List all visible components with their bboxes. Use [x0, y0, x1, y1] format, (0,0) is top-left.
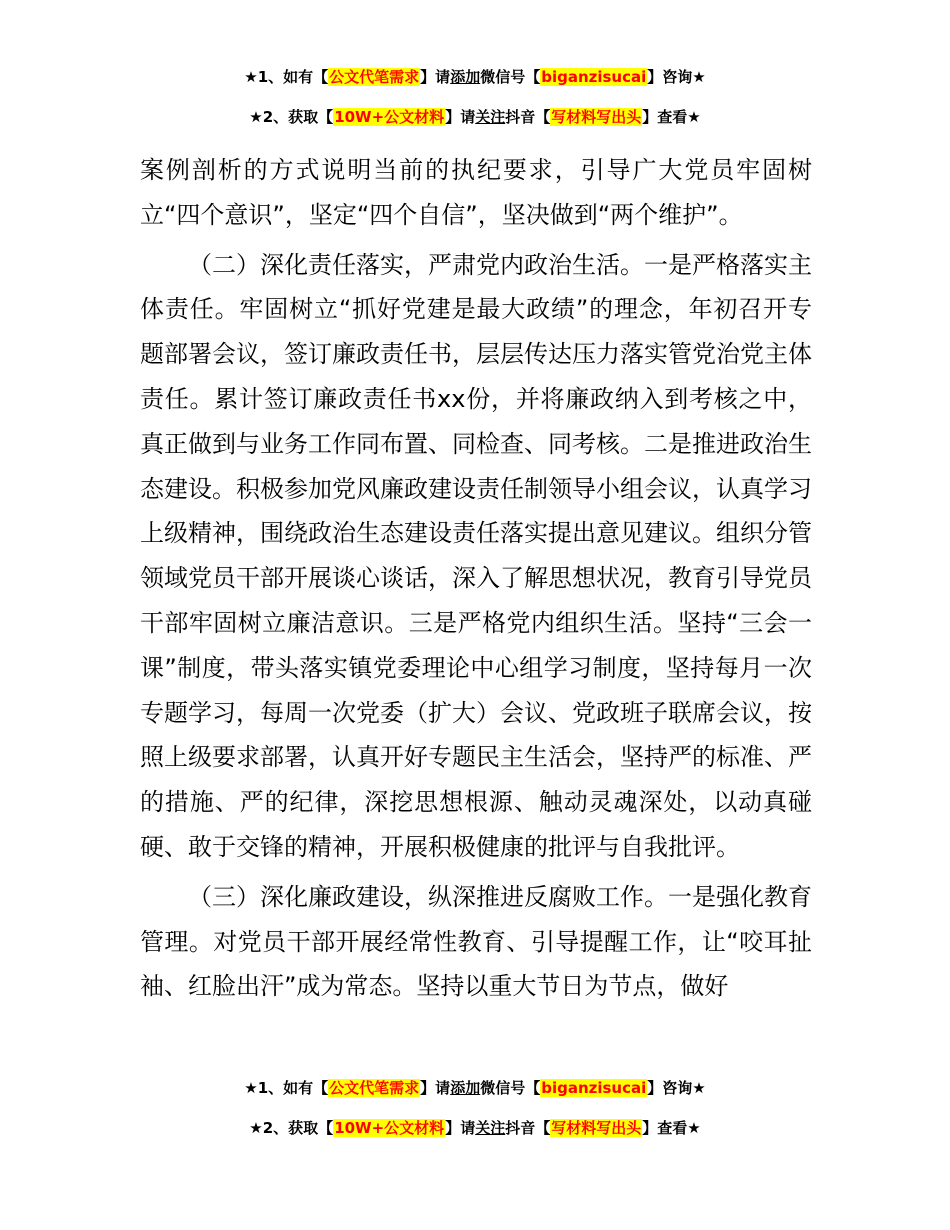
banner-text: 】查看★ [642, 108, 701, 126]
banner-line-2 [0, 106, 950, 128]
highlight-wechat-id: biganzisucai [541, 68, 647, 86]
banner-text: 】查看★ [642, 1119, 701, 1137]
banner-text: 抖音【 [505, 1119, 551, 1137]
highlight-douyin-account: 写材料写出头 [551, 1119, 642, 1137]
banner-text: 】请 [445, 1119, 476, 1137]
underlined-text: 关注 [475, 1119, 506, 1137]
banner-text: ★2、获取【 [249, 108, 334, 126]
paragraph-section-2: （二）深化责任落实，严肃党内政治生活。一是严格落实主体责任。牢固树立“抓好党建是最大政绩”的理念，年初召开专题部署会议，签订廉政责任书，层层传达压力落实管党治党主体责任。累计签订廉政责任书xx份，并将廉政纳入到考核之中，真正做到与业务工作同布置、同检查、同考核。二是推进政治生态建设。积极参加党风廉政建设责任制领导小组会议，认真学习上级精神，围绕政治生态建设责任落实提出意见建议。组织分管领域党员干部开展谈心谈话，深入了解思想状况，教育引导党员干部牢固树立廉洁意识。三是严格党内组织生活。坚持“三会一课”制度，带头落实镇党委理论中心组学习制度，坚持每月一次专题学习，每周一次党委（扩大）会议、党政班子联席会议，按照上级要求部署，认真开好专题民主生活会，坚持严的标准、严的措施、严的纪律，深挖思想根源、触动灵魂深处，以动真碰硬、敢于交锋的精神，开展积极健康的批评与自我批评。 [140, 250, 812, 861]
underlined-text: 关注 [475, 108, 506, 126]
underlined-text: 添加 [450, 1079, 481, 1097]
highlight-service: 公文代笔需求 [329, 68, 420, 86]
highlight-materials: 10W+公文材料 [334, 1119, 445, 1137]
banner-text: 】咨询★ [647, 68, 706, 86]
banner-text: 】咨询★ [647, 1079, 706, 1097]
paragraph-section-3: （三）深化廉政建设，纵深推进反腐败工作。一是强化教育管理。对党员干部开展经常性教育、引导提醒工作，让“咬耳扯袖、红脸出汗”成为常态。坚持以重大节日为节点，做好 [140, 882, 812, 1001]
banner-line-1 [0, 1077, 950, 1099]
banner-text: ★1、如有【 [244, 1079, 329, 1097]
banner-text: 】请 [420, 1079, 451, 1097]
banner-text: 微信号【 [480, 1079, 541, 1097]
banner-text: 微信号【 [480, 68, 541, 86]
highlight-wechat-id: biganzisucai [541, 1079, 647, 1097]
banner-text: ★2、获取【 [249, 1119, 334, 1137]
footer-banner [0, 1077, 950, 1157]
banner-text: 】请 [420, 68, 451, 86]
banner-line-2 [0, 1117, 950, 1139]
document-body [140, 148, 812, 1014]
banner-text: 抖音【 [505, 108, 551, 126]
banner-text: 】请 [445, 108, 476, 126]
underlined-text: 添加 [450, 68, 481, 86]
highlight-service: 公文代笔需求 [329, 1079, 420, 1097]
highlight-materials: 10W+公文材料 [334, 108, 445, 126]
banner-line-1 [0, 66, 950, 88]
highlight-douyin-account: 写材料写出头 [551, 108, 642, 126]
paragraph-continued: 案例剖析的方式说明当前的执纪要求，引导广大党员牢固树立“四个意识”，坚定“四个自信”，坚决做到“两个维护”。 [140, 156, 812, 229]
banner-text: ★1、如有【 [244, 68, 329, 86]
header-banner [0, 66, 950, 146]
